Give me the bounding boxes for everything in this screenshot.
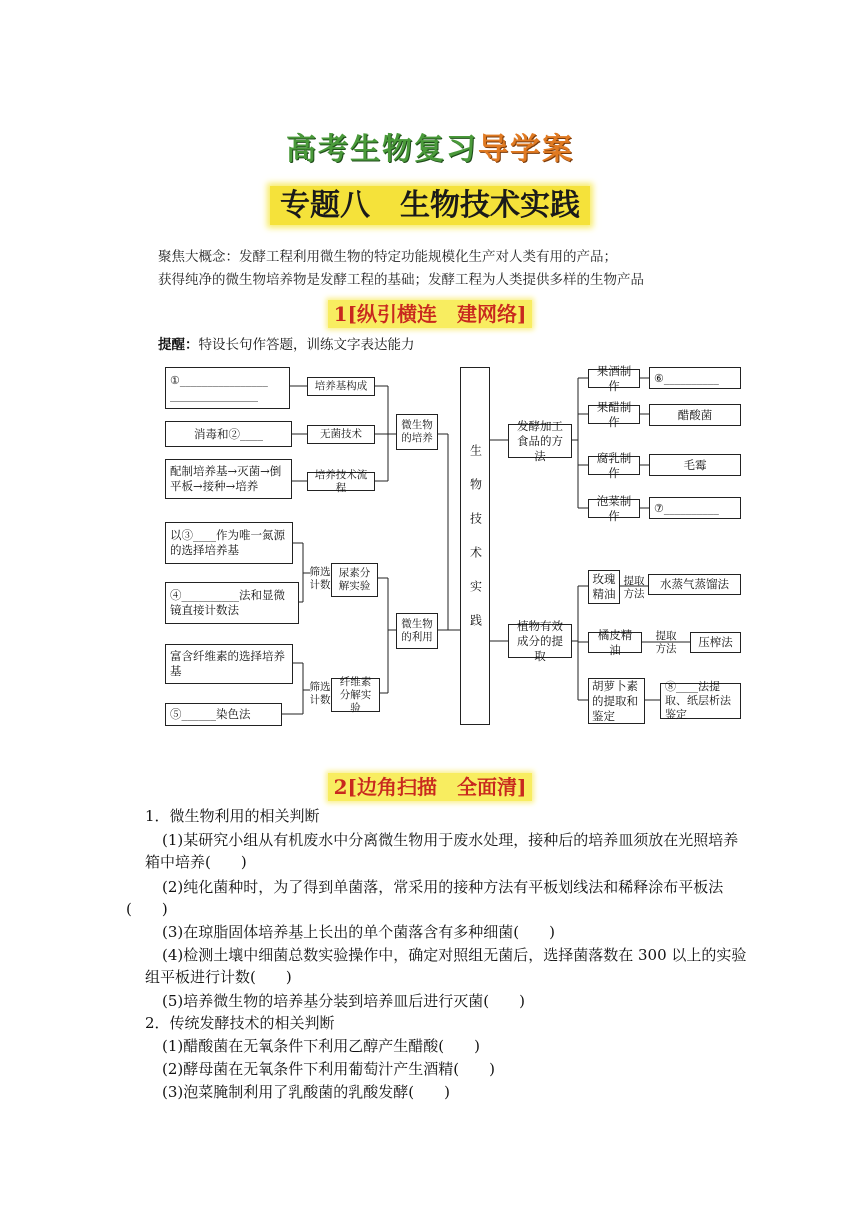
q2-1: (1)醋酸菌在无氧条件下利用乙醇产生醋酸( ) [162,1037,480,1055]
q1-title: 1．微生物利用的相关判断 [145,807,320,825]
q1-1a: (1)某研究小组从有机废水中分离微生物用于废水处理，接种后的培养皿须放在光照培养 [162,831,739,849]
q2-title: 2．传统发酵技术的相关判断 [145,1014,335,1032]
section1-title-text: 1[纵引横连 建网络] [328,300,533,328]
q1-2a: (2)纯化菌种时，为了得到单菌落，常采用的接种方法有平板划线法和稀释涂布平板法 [162,878,724,896]
extract-carotene-value: ⑧____法提取、纸层析法鉴定 [660,683,741,719]
center-box: 生物技术实践 [460,367,490,725]
mid-box-flow: 培养技术流程 [307,472,375,491]
q1-5: (5)培养微生物的培养基分装到培养皿后进行灭菌( ) [162,992,525,1010]
tip-text: 特设长句作答题，训练文字表达能力 [198,337,415,353]
left-box-6: 富含纤维素的选择培养基 [165,644,293,684]
mid-box-aseptic: 无菌技术 [307,425,375,444]
extract-method-label-2: 提取方法 [655,630,677,655]
screen-count-label-1: 筛选计数 [309,566,331,591]
group-culture: 微生物的培养 [396,414,438,450]
left-box-3: 配制培养基→灭菌→倒平板→接种→培养 [165,459,292,499]
q1-4a: (4)检测土壤中细菌总数实验操作中，确定对照组无菌后，选择菌落数在 300 以上的实验 [162,946,747,964]
right-group-extract: 植物有效成分的提取 [508,624,572,658]
title-part1: 高考生物复习 [286,132,478,167]
q1-4b: 组平板进行计数( ) [145,968,292,986]
q2-2: (2)酵母菌在无氧条件下利用葡萄汁产生酒精( ) [162,1060,495,1078]
group-utilization: 微生物的利用 [396,613,438,649]
title-part2: 导学案 [478,132,574,167]
left-box-1: ①________________ ________________ [165,367,290,409]
ferment-wine-value: ⑥__________ [649,367,741,389]
mid-box-urea: 尿素分解实验 [331,563,378,597]
tip-label: 提醒： [158,337,199,353]
extract-rose: 玫瑰精油 [588,570,620,604]
subtitle-text: 专题八 生物技术实践 [270,186,590,225]
q2-3: (3)泡菜腌制利用了乳酸菌的乳酸发酵( ) [162,1083,450,1101]
left-box-7: ⑤______染色法 [165,703,282,726]
ferment-pickle: 泡菜制作 [588,499,640,518]
section2-title [0,771,860,800]
extract-method-label-1: 提取方法 [623,575,645,600]
extract-orange: 橘皮精油 [588,632,642,653]
ferment-sufu: 腐乳制作 [588,456,640,475]
extract-carotene: 胡萝卜素的提取和鉴定 [588,678,645,724]
ferment-pickle-value: ⑦__________ [649,497,741,519]
extract-rose-value: 水蒸气蒸馏法 [648,574,741,595]
q1-3: (3)在琼脂固体培养基上长出的单个菌落含有多种细菌( ) [162,923,555,941]
intro-line-2: 获得纯净的微生物培养物是发酵工程的基础；发酵工程为人类提供多样的生物产品 [158,272,644,288]
ferment-vinegar: 果醋制作 [588,405,640,424]
q1-1b: 箱中培养( ) [145,853,247,871]
left-box-5: ④__________法和显微镜直接计数法 [165,582,299,624]
mid-box-medium: 培养基构成 [307,377,375,396]
extract-orange-value: 压榨法 [690,632,741,653]
right-group-ferment: 发酵加工食品的方法 [508,424,572,458]
ferment-sufu-value: 毛霉 [649,454,741,476]
ferment-wine: 果酒制作 [588,369,640,388]
section2-title-text: 2[边角扫描 全面清] [328,773,533,801]
left-box-4: 以③____作为唯一氮源的选择培养基 [165,522,293,564]
screen-count-label-2: 筛选计数 [309,681,331,706]
mid-box-cellulose: 纤维素分解实验 [331,678,380,712]
q1-2b: ( ) [126,900,168,918]
intro-line-1: 聚焦大概念：发酵工程利用微生物的特定功能规模化生产对人类有用的产品； [158,249,617,265]
ferment-vinegar-value: 醋酸菌 [649,404,741,426]
left-box-2: 消毒和②____ [165,421,292,447]
